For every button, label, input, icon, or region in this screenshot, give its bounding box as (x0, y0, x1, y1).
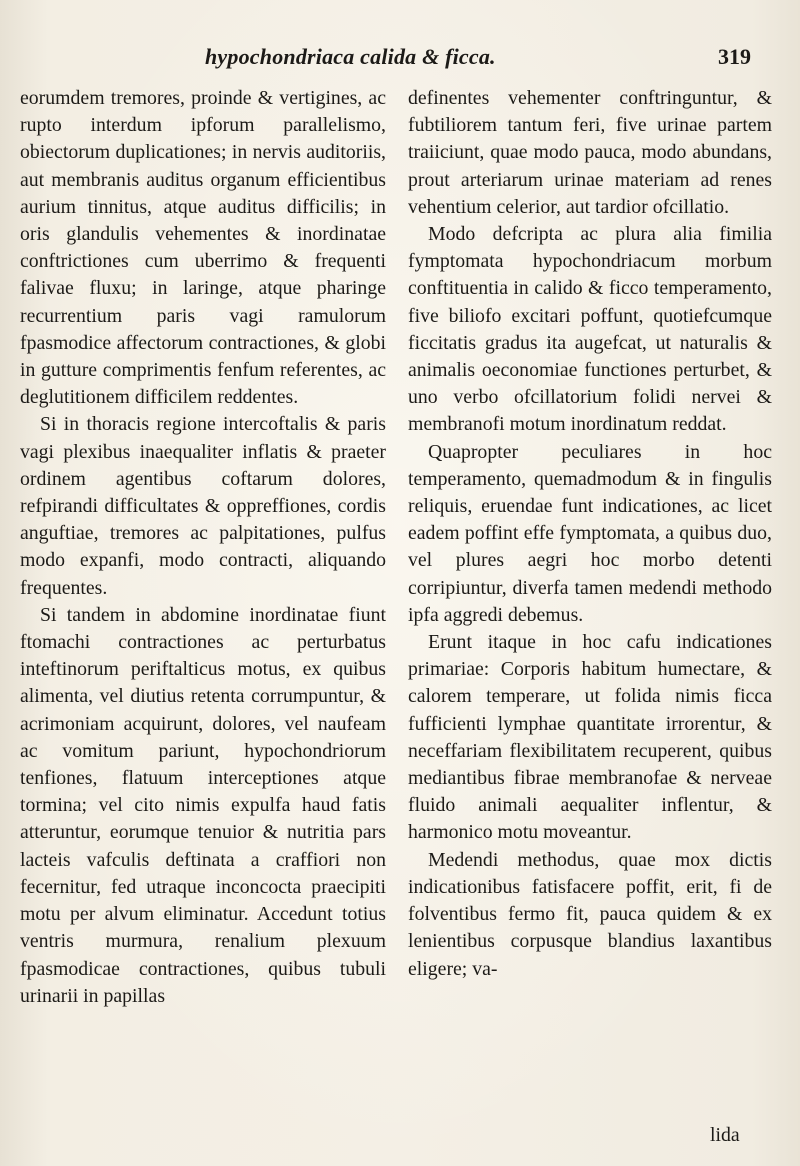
paragraph: Medendi methodus, quae mox dictis indicationibus fatisfacere poffit, erit, fi de folventibus fermo fit, pauca quidem & ex lenientibus corpusque blandius laxantibus eligere; va- (408, 848, 772, 980)
paragraph: Quapropter peculiares in hoc temperamento, quemadmodum & in fingulis reliquis, eruendae funt indicationes, ac licet eadem poffint effe fymptomata, a quibus duo, vel plures aegri hoc morbo detenti corripiuntur, diverfa tamen medendi methodo ipfa aggredi debemus. (408, 440, 772, 626)
paragraph: definentes vehementer conftringuntur, & fubtiliorem tantum feri, five urinae partem traiiciunt, quae modo pauca, modo abundans, prout arteriarum urinae materiam ad renes vehentium celerior, aut tardior ofcillatio. (408, 87, 772, 218)
paragraph: Modo defcripta ac plura alia fimilia fymptomata hypochondriacum morbum conftituentia in calido & ficco temperamento, five biliofo excitari poffunt, quotiefcumque ficcitatis gradus ita augefcat, ut naturalis & animalis oeconomiae functiones perturbet, & uno verbo ofcillatorium folidi nervei & membranofi motum inordinatum reddat. (408, 223, 772, 436)
paragraph: eorumdem tremores, proinde & vertigines, ac rupto interdum ipforum parallelismo, obiectorum duplicationes; in nervis auditoriis, aut membranis auditus organum efficientibus aurium tinnitus, atque auditus difficilis; in oris glandulis vehementes & inordinatae conftrictiones cum uberrimo & frequenti falivae fluxu; in laringe, atque pharinge recurrentium paris vagi ramulorum fpasmodice affectorum contractiones, & globi in gutture comprimentis fenfum referentes, ac deglutitionem difficilem reddentes. (20, 87, 386, 409)
running-head: hypochondriaca calida & ficca. (205, 44, 496, 69)
page-number: 319 (718, 44, 751, 69)
page-header (0, 44, 800, 84)
catchword: lida (710, 1124, 740, 1146)
paragraph: Si in thoracis regione intercoftalis & paris vagi plexibus inaequaliter inflatis & praeter ordinem agentibus coftarum dolores, refpirandi difficultates & oppreffiones, cordis anguftiae, tremores ac palpitationes, pulfus modo expanfi, modo contracti, aliquando frequentes. (20, 413, 386, 599)
paragraph: Erunt itaque in hoc cafu indicationes primariae: Corporis habitum humectare, & calorem temperare, ut folida nimis ficca fufficienti lymphae quantitate irrorentur, & neceffariam flexibilitatem recuperent, quibus mediantibus fibrae membranofae & nerveae fluido animali aequaliter inflentur, & harmonico motu moveantur. (408, 631, 772, 844)
paragraph: Si tandem in abdomine inordinatae fiunt ftomachi contractiones ac perturbatus inteftinorum periftalticus motus, ex quibus alimenta, vel diutius retenta corrumpuntur, & acrimoniam acquirunt, dolores, vel naufeam ac vomitum pariunt, hypochondriorum tenfiones, flatuum interceptiones atque tormina; vel cito nimis expulfa haud fatis atteruntur, eorumque tenuior & nutritia pars lacteis vafculis deftinata a craffiori non fecernitur, fed utraque inconcocta praecipiti motu per alvum eliminatur. Accedunt totius ventris murmura, renalium plexuum fpasmodicae contractiones, quibus tubuli urinarii in papillas (20, 603, 386, 1007)
right-column (408, 85, 772, 983)
left-column (20, 85, 386, 1010)
